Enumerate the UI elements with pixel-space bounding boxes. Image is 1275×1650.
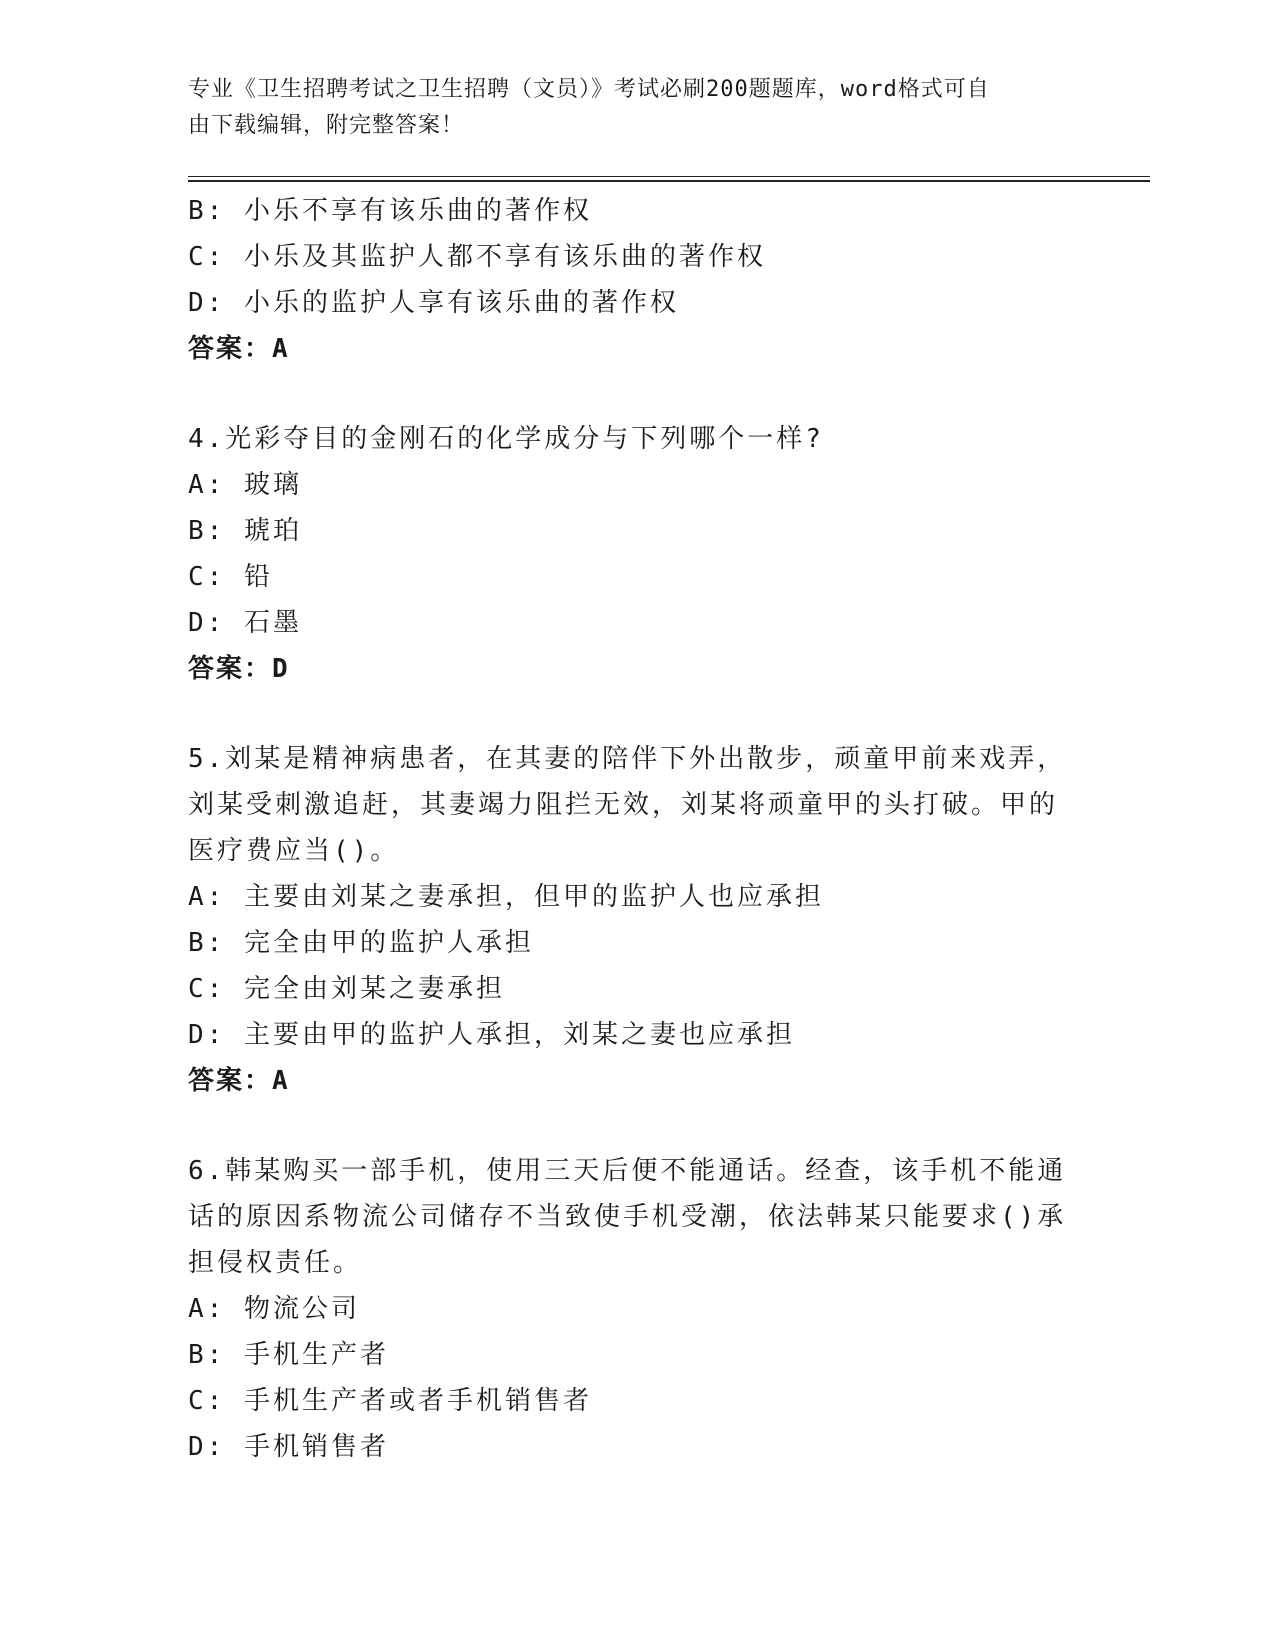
option-c: C: 小乐及其监护人都不享有该乐曲的著作权 — [188, 242, 766, 272]
header-divider-thin — [188, 176, 1150, 177]
option-b: B: 手机生产者 — [188, 1340, 389, 1370]
question-text-line-2: 刘某受刺激追赶，其妻竭力阻拦无效，刘某将顽童甲的头打破。甲的 — [188, 790, 1059, 820]
question-text-line-1: 6.韩某购买一部手机，使用三天后便不能通话。经查，该手机不能通 — [188, 1156, 1067, 1186]
option-d: D: 手机销售者 — [188, 1432, 389, 1462]
question-text: 4.光彩夺目的金刚石的化学成分与下列哪个一样? — [188, 424, 824, 454]
question-list — [188, 188, 1068, 1470]
option-a: A: 玻璃 — [188, 470, 302, 500]
option-d: D: 石墨 — [188, 608, 302, 638]
spacer — [188, 1104, 1068, 1148]
question-text-line-3: 担侵权责任。 — [188, 1248, 363, 1278]
answer: 答案：D — [188, 654, 290, 684]
spacer — [188, 692, 1068, 736]
answer: 答案：A — [188, 1066, 290, 1096]
question-6 — [188, 1148, 1068, 1470]
question-4 — [188, 416, 1068, 692]
option-d: D: 主要由甲的监护人承担，刘某之妻也应承担 — [188, 1020, 795, 1050]
header-line-2: 由下载编辑，附完整答案！ — [188, 113, 465, 138]
question-text-line-1: 5.刘某是精神病患者，在其妻的陪伴下外出散步，顽童甲前来戏弄， — [188, 744, 1067, 774]
option-a: A: 主要由刘某之妻承担，但甲的监护人也应承担 — [188, 882, 824, 912]
header-line-1: 专业《卫生招聘考试之卫生招聘（文员）》考试必刷200题题库，word格式可自 — [188, 77, 990, 102]
option-b: B: 琥珀 — [188, 516, 302, 546]
option-c: C: 完全由刘某之妻承担 — [188, 974, 505, 1004]
option-b: B: 小乐不享有该乐曲的著作权 — [188, 196, 592, 226]
question-3 — [188, 188, 1068, 372]
option-c: C: 手机生产者或者手机销售者 — [188, 1386, 592, 1416]
question-5 — [188, 736, 1068, 1104]
document-header — [188, 72, 1068, 144]
option-c: C: 铅 — [188, 562, 273, 592]
option-d: D: 小乐的监护人享有该乐曲的著作权 — [188, 288, 679, 318]
spacer — [188, 372, 1068, 416]
question-text-line-3: 医疗费应当()。 — [188, 836, 400, 866]
option-a: A: 物流公司 — [188, 1294, 360, 1324]
header-divider-thick — [188, 180, 1150, 182]
question-text-line-2: 话的原因系物流公司储存不当致使手机受潮，依法韩某只能要求()承 — [188, 1202, 1067, 1232]
option-b: B: 完全由甲的监护人承担 — [188, 928, 534, 958]
answer: 答案：A — [188, 334, 290, 364]
